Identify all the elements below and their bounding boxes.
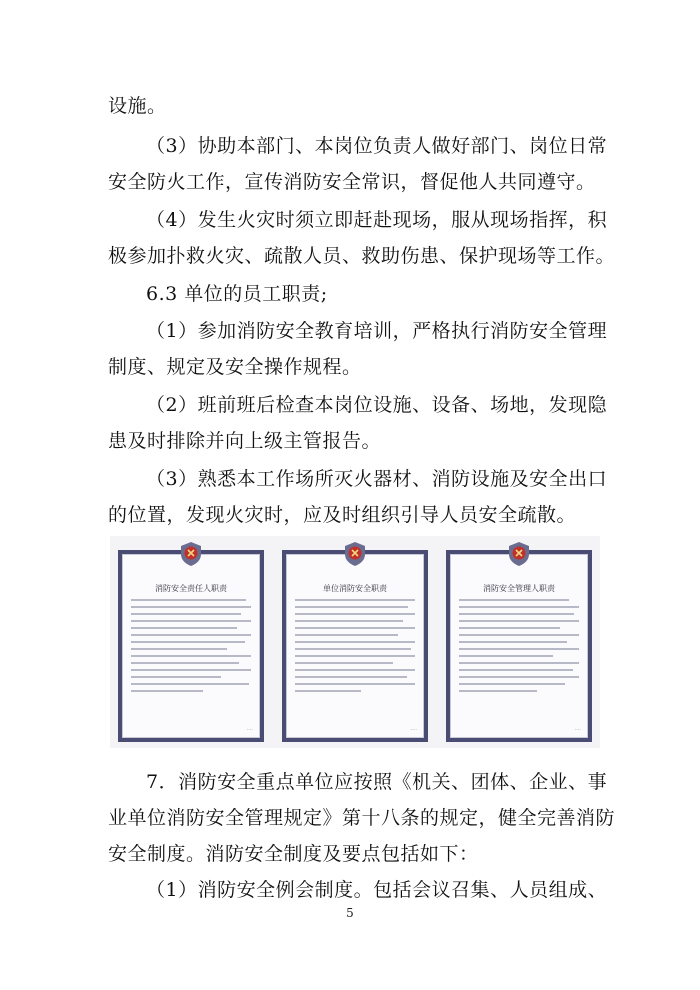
paragraph-6 [108,461,608,533]
text-line: （1）参加消防安全教育培训，严格执行消防安全管理 [146,320,608,342]
board-body-text [459,599,579,721]
board-panel [286,554,424,738]
board-title: 单位消防安全职责 [323,584,387,593]
board-footnote: ···· [410,727,417,733]
text-line: 安全防火工作，宣传消防安全常识，督促他人共同遵守。 [108,171,596,193]
text-line: 设施。 [108,95,167,117]
fire-badge-icon [343,541,367,567]
paragraph-7 [108,764,616,872]
text-line: （3）熟悉本工作场所灭火器材、消防设施及安全出口 [146,468,608,490]
text-line: （4）发生火灾时须立即赶赴现场，服从现场指挥，积 [146,209,608,231]
text-line: （1）消防安全例会制度。包括会议召集、人员组成、 [146,879,608,901]
text-line: 7．消防安全重点单位应按照《机关、团体、企业、事 [146,771,608,793]
board-panel [450,554,588,738]
text-line: 极参加扑救火灾、疏散人员、救助伤患、保护现场等工作。 [108,245,616,267]
paragraph-2 [108,128,608,200]
page-number: 5 [346,906,354,920]
fire-badge-icon [179,541,203,567]
text-line: 制度、规定及安全操作规程。 [108,356,362,378]
board-responsible-person [118,550,264,742]
text-line: 安全制度。消防安全制度及要点包括如下： [108,843,479,865]
text-line: （3）协助本部门、本岗位负责人做好部门、岗位日常 [146,135,608,157]
paragraph-3 [108,202,616,274]
board-title: 消防安全责任人职责 [155,584,227,593]
text-line: 的位置，发现火灾时，应及时组织引导人员安全疏散。 [108,504,577,526]
text-line: 业单位消防安全管理规定》第十八条的规定，健全完善消防 [108,807,616,829]
board-safety-manager [446,550,592,742]
paragraph-4 [108,313,608,385]
fire-safety-boards-figure [110,536,600,748]
board-unit-duties [282,550,428,742]
board-body-text [131,599,251,721]
paragraph-1 [108,88,598,124]
fire-badge-icon [507,541,531,567]
board-footnote: ···· [246,727,253,733]
text-line: 6.3 单位的员工职责; [146,283,328,305]
paragraph-8 [108,872,608,908]
text-line: 患及时排除并向上级主管报告。 [108,430,382,452]
board-title: 消防安全管理人职责 [483,584,555,593]
board-panel [122,554,260,738]
text-line: （2）班前班后检查本岗位设施、设备、场地，发现隐 [146,394,608,416]
board-footnote: ···· [574,727,581,733]
board-body-text [295,599,415,721]
section-heading [108,276,598,312]
paragraph-5 [108,387,608,459]
